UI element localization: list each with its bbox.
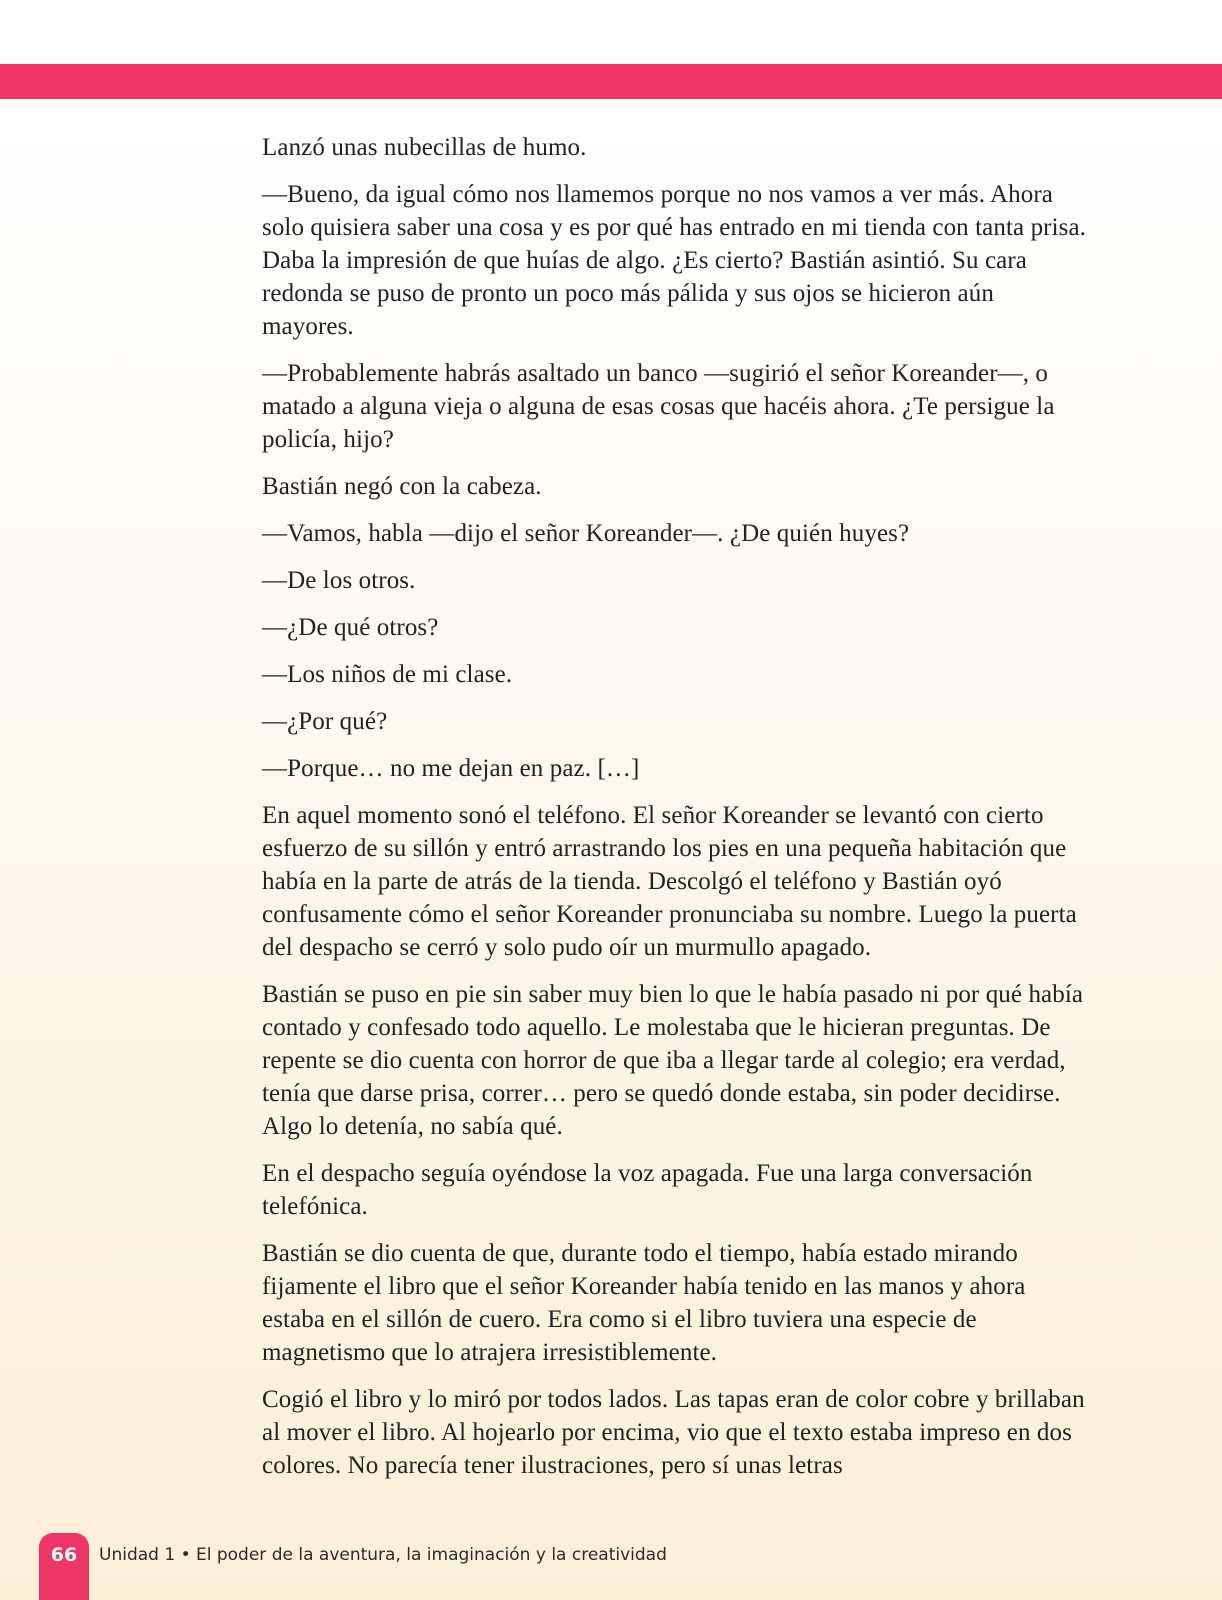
paragraph: —¿De qué otros? xyxy=(262,614,439,641)
paragraph: —De los otros. xyxy=(262,567,416,594)
paragraph: Lanzó unas nubecillas de humo. xyxy=(262,134,587,161)
paragraph: Cogió el libro y lo miró por todos lados. Las tapas eran de color cobre y brillaban al mover el libro. Al hojearlo por encima, vio que el texto estaba impreso en dos colores. No parecía tener ilustraciones, pero sí unas letras xyxy=(262,1386,1085,1479)
paragraph: Bastián se dio cuenta de que, durante todo el tiempo, había estado mirando fijamente el libro que el señor Koreander había tenido en las manos y ahora estaba en el sillón de cuero. Era como si el libro tuviera una especie de magnetismo que lo atrajera irresistiblemente. xyxy=(262,1240,1026,1366)
page-number: 66 xyxy=(50,1544,78,1566)
paragraph: Bastián negó con la cabeza. xyxy=(262,473,542,500)
paragraph: —Porque… no me dejan en paz. […] xyxy=(262,755,640,782)
paragraph: —¿Por qué? xyxy=(262,708,388,735)
paragraph: —Bueno, da igual cómo nos llamemos porque no nos vamos a ver más. Ahora solo quisiera saber una cosa y es por qué has entrado en mi tienda con tanta prisa. Daba la impresión de que huías de algo. ¿Es cierto? Bastián asintió. Su cara redonda se puso de pronto un poco más pálida y sus ojos se hicieron aún mayores. xyxy=(262,181,1087,340)
paragraph: —Probablemente habrás asaltado un banco —sugirió el señor Koreander—, o matado a alguna vieja o alguna de esas cosas que hacéis ahora. ¿Te persigue la policía, hijo? xyxy=(262,360,1055,453)
top-accent-bar xyxy=(0,64,1222,99)
paragraph: —Vamos, habla —dijo el señor Koreander—. ¿De quién huyes? xyxy=(262,520,910,547)
paragraph: —Los niños de mi clase. xyxy=(262,661,513,688)
unit-title: Unidad 1 • El poder de la aventura, la imaginación y la creatividad xyxy=(99,1545,667,1565)
story-text xyxy=(262,131,1092,1496)
paragraph: Bastián se puso en pie sin saber muy bien lo que le había pasado ni por qué había contado y confesado todo aquello. Le molestaba que le hicieran preguntas. De repente se dio cuenta con horror de que iba a llegar tarde al colegio; era verdad, tenía que darse prisa, correr… pero se quedó donde estaba, sin poder decidirse. Algo lo detenía, no sabía qué. xyxy=(262,981,1084,1140)
paragraph: En aquel momento sonó el teléfono. El señor Koreander se levantó con cierto esfuerzo de su sillón y entró arrastrando los pies en una pequeña habitación que había en la parte de atrás de la tienda. Descolgó el teléfono y Bastián oyó confusamente cómo el señor Koreander pronunciaba su nombre. Luego la puerta del despacho se cerró y solo pudo oír un murmullo apagado. xyxy=(262,802,1077,961)
paragraph: En el despacho seguía oyéndose la voz apagada. Fue una larga conversación telefónica. xyxy=(262,1160,1033,1220)
